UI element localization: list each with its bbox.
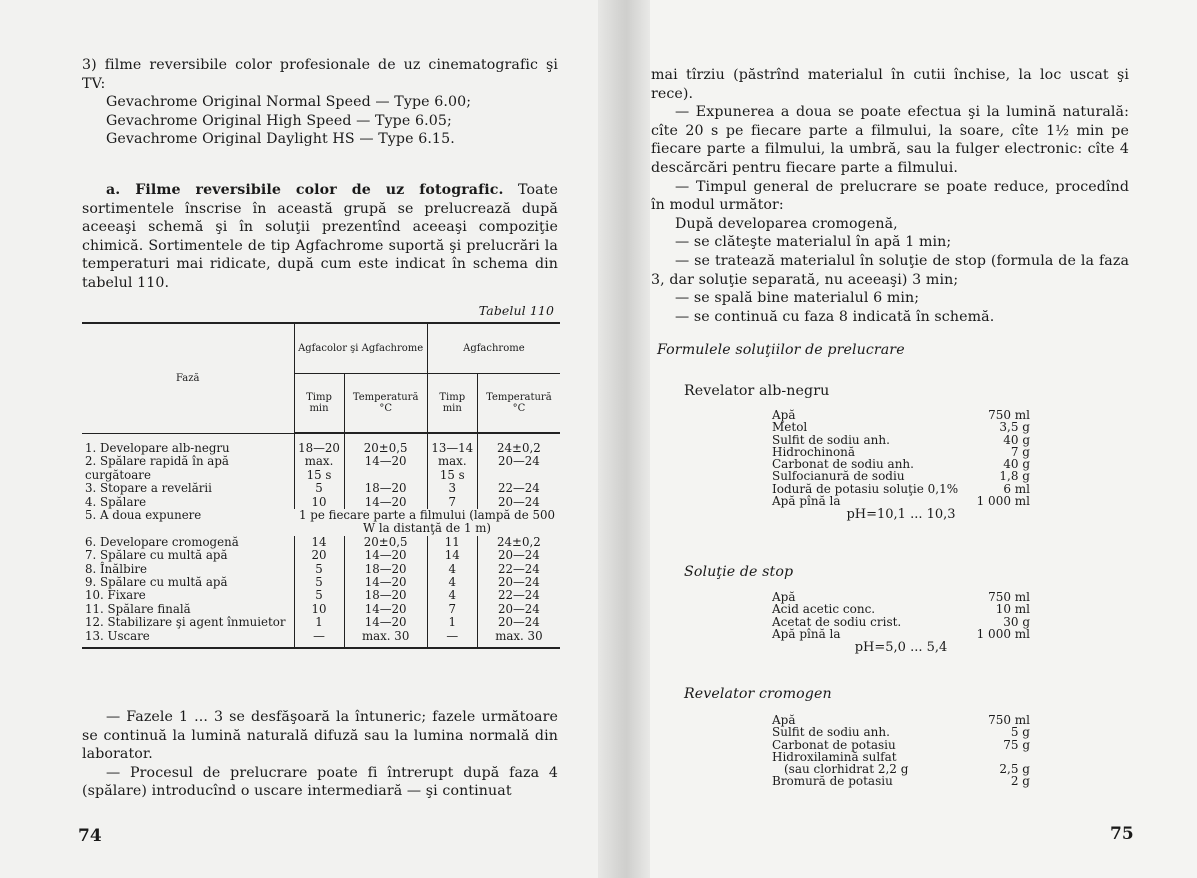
note-paragraph: — Procesul de prelucrare poate fi întrerupt după faza 4 (spălare) introducînd o uscare intermediară — şi continuat: [82, 764, 558, 800]
time-cell: 3: [427, 482, 477, 495]
time-cell: 10: [294, 603, 344, 616]
recipe-title: Soluţie de stop: [684, 564, 794, 580]
ingredient-quantity: 2 g: [1010, 774, 1030, 789]
ingredient-name: Acid acetic conc.: [772, 602, 876, 617]
ingredient-quantity: 1,8 g: [999, 469, 1030, 484]
time-cell: 4: [427, 563, 477, 576]
right-paragraph: — se tratează materialul în soluţie de stop (formula de la faza 3, dar soluţie separată, nu aceeaşi) 3 min;: [651, 252, 1129, 288]
ingredient-quantity: 750 ml: [988, 408, 1030, 422]
phase-name: 6. Developare cromogenă: [85, 534, 239, 549]
section-a-heading: a. Filme reversibile color de uz fotografic.: [106, 182, 504, 198]
time-cell: 10: [294, 496, 344, 509]
phase-name: 7. Spălare cu multă apă: [85, 548, 228, 563]
header-timp: Timp min: [294, 373, 344, 433]
ingredient-quantity: 3,5 g: [999, 420, 1030, 435]
time-cell: 14: [427, 549, 477, 562]
time-cell: 20: [294, 549, 344, 562]
ingredient-quantity: 2,5 g: [999, 762, 1030, 777]
temperature-cell: 20—24: [477, 455, 560, 482]
temperature-cell: 22—24: [477, 589, 560, 602]
temperature-cell: 14—20: [344, 616, 427, 629]
ingredient-quantity: 6 ml: [1003, 481, 1030, 496]
ingredient-name: Apă pînă la: [772, 626, 841, 641]
time-cell: 5: [294, 589, 344, 602]
temperature-cell: 14—20: [344, 496, 427, 509]
table-row: [82, 589, 560, 602]
time-cell: 18—20: [294, 433, 344, 455]
ingredient-quantity: 7 g: [1010, 444, 1030, 459]
right-paragraph: — se spală bine materialul 6 min;: [675, 290, 920, 307]
temperature-cell: max. 30: [344, 630, 427, 648]
ingredient-quantity: 40 g: [1003, 432, 1030, 447]
temperature-cell: 14—20: [344, 455, 427, 482]
ingredient-row: [772, 470, 1030, 482]
ingredient-row: [772, 726, 1030, 738]
table-row: [82, 576, 560, 589]
left-page: [0, 0, 598, 878]
ingredient-quantity: 40 g: [1003, 457, 1030, 472]
temperature-cell: max. 30: [477, 630, 560, 648]
time-cell: 1: [294, 616, 344, 629]
ingredient-quantity: 1 000 ml: [976, 626, 1030, 641]
ingredient-name: Apă pînă la: [772, 494, 841, 509]
ingredient-name: (sau clorhidrat 2,2 g: [784, 762, 909, 777]
time-cell: 1: [427, 616, 477, 629]
recipe-ingredients: [772, 409, 1030, 522]
recipe-ingredients: [772, 591, 1030, 654]
temperature-cell: 14—20: [344, 549, 427, 562]
ingredient-quantity: 5 g: [1010, 725, 1030, 740]
recipe-ingredients: [772, 714, 1030, 788]
ingredient-name: Sulfocianură de sodiu: [772, 469, 905, 484]
ingredient-row: [772, 628, 1030, 640]
time-cell: 14: [294, 536, 344, 549]
section-a-text: Toate sortimentele înscrise în această grupă se prelucrează după aceeaşi schemă şi în soluţii prezentînd aceeaşi compoziţie chimică. Sortimentele de tip Agfachrome suportă şi prelucrări la temperaturi mai ridicate, după cum este indicat în schema din tabelul 110.: [82, 182, 558, 291]
table-row: [82, 482, 560, 495]
time-cell: 4: [427, 576, 477, 589]
ingredient-row: [772, 775, 1030, 787]
ingredient-name: Metol: [772, 420, 808, 435]
ingredient-row: [772, 603, 1030, 615]
section-a-paragraph: [82, 181, 558, 293]
ingredient-name: Sulfit de sodiu anh.: [772, 725, 890, 740]
temperature-cell: 24±0,2: [477, 433, 560, 455]
table-row: [82, 630, 560, 648]
ingredient-row: [772, 421, 1030, 433]
phase-name: 2. Spălare rapidă în apă curgătoare: [85, 454, 229, 482]
formulas-heading: Formulele soluţiilor de prelucrare: [657, 342, 905, 358]
temperature-cell: 18—20: [344, 589, 427, 602]
ingredient-quantity: 750 ml: [988, 590, 1030, 604]
temperature-cell: 22—24: [477, 482, 560, 495]
table-label: Tabelul 110: [478, 303, 554, 318]
ingredient-name: Hidroxilamină sulfat: [772, 749, 897, 764]
temperature-cell: 20—24: [477, 549, 560, 562]
table-row: [82, 549, 560, 562]
book-gutter: [598, 0, 650, 878]
right-paragraph: — Expunerea a doua se poate efectua şi la lumină naturală: cîte 20 s pe fiecare parte a filmului, la soare, cîte 1½ min pe fiecare parte a filmului, la umbră, sau la fulger electronic: cîte 4 descărcări pentru fiecare parte a filmului.: [651, 104, 1129, 176]
ingredient-row: [772, 495, 1030, 507]
phase-name: 9. Spălare cu multă apă: [85, 575, 228, 590]
temperature-cell: 20—24: [477, 603, 560, 616]
page-number-right: 75: [1110, 824, 1134, 844]
page-number-left: 74: [78, 826, 102, 846]
ingredient-name: Bromură de potasiu: [772, 774, 893, 789]
right-paragraph: — se continuă cu faza 8 indicată în schemă.: [675, 308, 995, 325]
temperature-cell: 24±0,2: [477, 536, 560, 549]
time-cell: 7: [427, 496, 477, 509]
ingredient-quantity: 750 ml: [988, 713, 1030, 727]
header-agfachrome: Agfachrome: [427, 323, 560, 373]
time-cell: 4: [427, 589, 477, 602]
time-cell: 5: [294, 563, 344, 576]
ingredient-name: Iodură de potasiu soluţie 0,1%: [772, 481, 959, 496]
right-paragraph: După developarea cromogenă,: [675, 215, 898, 232]
ingredient-quantity: 30 g: [1003, 614, 1030, 629]
temperature-cell: 20±0,5: [344, 536, 427, 549]
header-faza: Fază: [82, 323, 294, 433]
time-cell: —: [427, 630, 477, 648]
temperature-cell: 20—24: [477, 576, 560, 589]
ingredient-row: [772, 409, 1030, 421]
temperature-cell: 18—20: [344, 482, 427, 495]
table-row: [82, 496, 560, 509]
time-cell: 7: [427, 603, 477, 616]
temperature-cell: 20±0,5: [344, 433, 427, 455]
film-list-intro: 3) filme reversibile color profesionale de uz cinematografic şi TV:: [82, 57, 558, 92]
right-text-block: [651, 66, 1129, 326]
phase-name: 4. Spălare: [85, 494, 147, 509]
film-list-item: Gevachrome Original High Speed — Type 6.05;: [106, 112, 452, 129]
ingredient-quantity: 1 000 ml: [976, 494, 1030, 509]
time-cell: 13—14: [427, 433, 477, 455]
ingredient-name: Apă: [772, 408, 796, 422]
ingredient-name: Carbonat de potasiu: [772, 737, 896, 752]
film-list-item: Gevachrome Original Normal Speed — Type 6.00;: [106, 94, 472, 111]
ingredient-name: Apă: [772, 590, 796, 604]
recipe-title: Revelator cromogen: [684, 686, 832, 702]
table-row: [82, 509, 560, 536]
table-row: [82, 536, 560, 549]
notes: [82, 708, 558, 801]
ingredient-name: Sulfit de sodiu anh.: [772, 432, 890, 447]
time-cell: 5: [294, 482, 344, 495]
phase-name: 11. Spălare finală: [85, 601, 191, 616]
time-cell: —: [294, 630, 344, 648]
ingredient-name: Carbonat de sodiu anh.: [772, 457, 914, 472]
temperature-cell: 14—20: [344, 576, 427, 589]
phase-name: 13. Uscare: [82, 630, 294, 648]
header-agfacolor-agfachrome: Agfacolor şi Agfachrome: [294, 323, 427, 373]
table-row: [82, 563, 560, 576]
header-temperatura: Temperatură °C: [477, 373, 560, 433]
right-paragraph: mai tîrziu (păstrînd materialul în cutii închise, la loc uscat şi rece).: [651, 67, 1129, 102]
ph-value: pH=10,1 ... 10,3: [846, 507, 956, 523]
phase-span-cell: 1 pe fiecare parte a filmului (lampă de 500 W la distanţă de 1 m): [299, 508, 555, 536]
note-paragraph: — Fazele 1 ... 3 se desfăşoară la întuneric; fazele următoare se continuă la lumină naturală difuză sau la lumina normală din laborator.: [82, 709, 558, 763]
time-cell: 5: [294, 576, 344, 589]
header-timp: Timp min: [427, 373, 477, 433]
recipe-title: Revelator alb-negru: [684, 383, 830, 399]
temperature-cell: 18—20: [344, 563, 427, 576]
temperature-cell: 22—24: [477, 563, 560, 576]
table-row: [82, 433, 560, 455]
temperature-cell: 20—24: [477, 616, 560, 629]
ph-value: pH=5,0 ... 5,4: [854, 640, 948, 656]
phase-name: 12. Stabilizare şi agent înmuietor: [85, 615, 286, 630]
film-list: [82, 56, 558, 149]
time-cell: max. 15 s: [427, 455, 477, 482]
temperature-cell: 20—24: [477, 496, 560, 509]
phase-name: 1. Developare alb-negru: [85, 440, 230, 455]
film-list-item: Gevachrome Original Daylight HS — Type 6.15.: [106, 131, 455, 148]
processing-table: [82, 322, 560, 649]
ingredient-name: Hidrochinonă: [772, 444, 856, 459]
table-row: [82, 455, 560, 482]
table-row: [82, 603, 560, 616]
ingredient-name: Apă: [772, 713, 796, 727]
time-cell: max. 15 s: [294, 455, 344, 482]
ingredient-quantity: 75 g: [1003, 737, 1030, 752]
phase-name: 8. Înălbire: [85, 561, 148, 576]
phase-name: 10. Fixare: [85, 588, 146, 603]
temperature-cell: 14—20: [344, 603, 427, 616]
right-paragraph: — Timpul general de prelucrare se poate reduce, procedînd în modul următor:: [651, 178, 1129, 214]
phase-name: 5. A doua expunere: [85, 508, 202, 523]
ingredient-name: Acetat de sodiu crist.: [772, 614, 902, 629]
header-temperatura: Temperatură °C: [344, 373, 427, 433]
ingredient-quantity: 10 ml: [995, 602, 1030, 617]
table-row: [82, 616, 560, 629]
time-cell: 11: [427, 536, 477, 549]
right-paragraph: — se clăteşte materialul în apă 1 min;: [675, 234, 952, 251]
phase-name: 3. Stopare a revelării: [85, 481, 212, 496]
right-page: [650, 0, 1197, 878]
